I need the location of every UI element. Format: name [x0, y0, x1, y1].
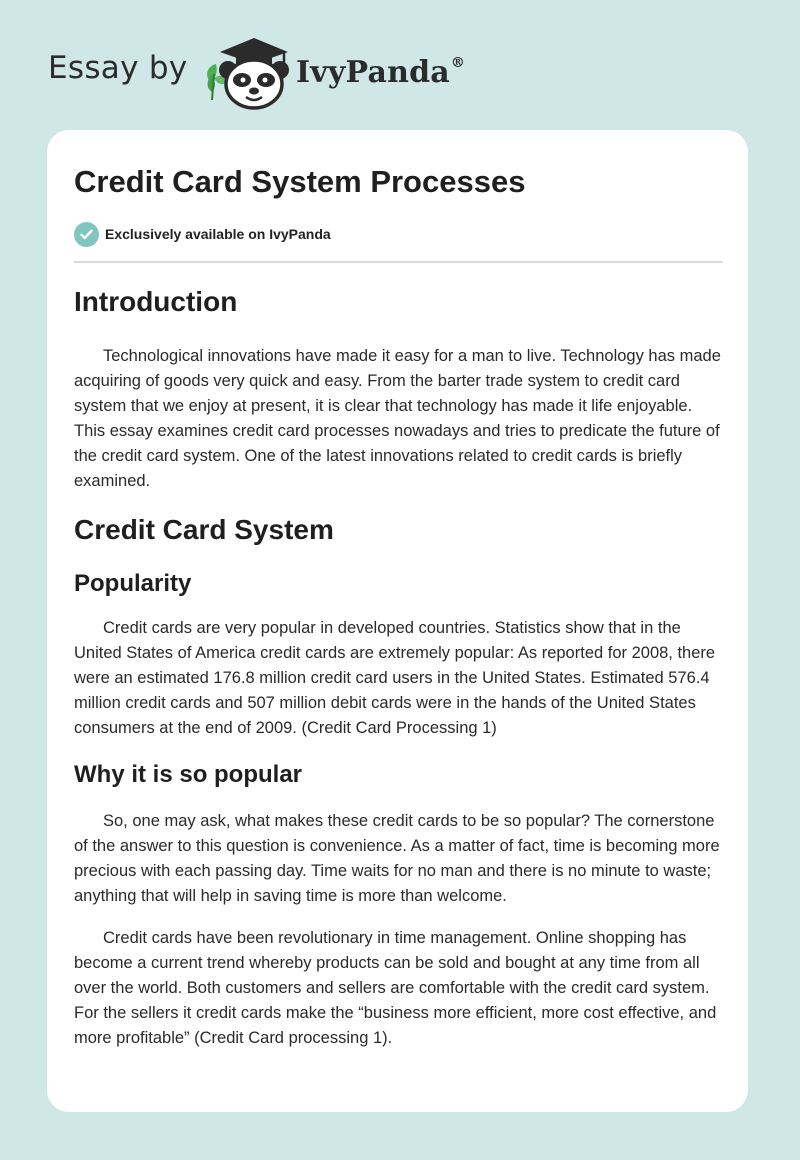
page-title: Credit Card System Processes: [74, 164, 526, 199]
essay-by-label: Essay by: [48, 50, 188, 86]
site-header: [48, 30, 548, 110]
section-heading-introduction: Introduction: [74, 286, 238, 317]
check-icon: [74, 222, 99, 247]
brand-logo-text[interactable]: IvyPanda®: [296, 55, 466, 90]
paragraph-why-popular-1: So, one may ask, what makes these credit cards to be so popular? The cornerstone of the answer to this question is convenience. As a matter of fact, time is becoming more precious with each passing day. Time waits for no man and there is no minute to waste; anything that will help in saving time is more than welcome.: [74, 812, 720, 905]
exclusive-badge: [74, 221, 331, 247]
subheading-why-popular: Why it is so popular: [74, 761, 303, 788]
subheading-popularity: Popularity: [74, 570, 192, 597]
paragraph-introduction: Technological innovations have made it easy for a man to live. Technology has made acquiring of goods very quick and easy. From the barter trade system to credit card system that we enjoy at present, it is clear that technology has made it life enjoyable. This essay examines credit card processes nowadays and tries to predicate the future of the credit card system. One of the latest innovations related to credit cards is briefly examined.: [74, 347, 721, 490]
essay-body: [74, 280, 724, 1051]
essay-card: [47, 130, 748, 1112]
section-heading-credit-card-system: Credit Card System: [74, 514, 334, 545]
registered-mark: ®: [450, 55, 466, 71]
paragraph-why-popular-2: Credit cards have been revolutionary in time management. Online shopping has become a current trend whereby products can be sold and bought at any time from all over the world. Both customers and sellers are comfortable with the credit card system. For the sellers it credit cards make the “business more efficient, more cost effective, and more profitable” (Credit Card processing 1).: [74, 929, 717, 1047]
panda-graduate-icon[interactable]: [200, 30, 296, 110]
paragraph-popularity: Credit cards are very popular in developed countries. Statistics show that in the United States of America credit cards are extremely popular: As reported for 2008, there were an estimated 176.8 million credit card users in the United States. Estimated 576.4 million credit cards and 507 million debit cards were in the hands of the United States consumers at the end of 2009. (Credit Card Processing 1): [74, 619, 716, 737]
exclusive-label: Exclusively available on IvyPanda: [105, 226, 331, 242]
divider: [74, 261, 723, 263]
